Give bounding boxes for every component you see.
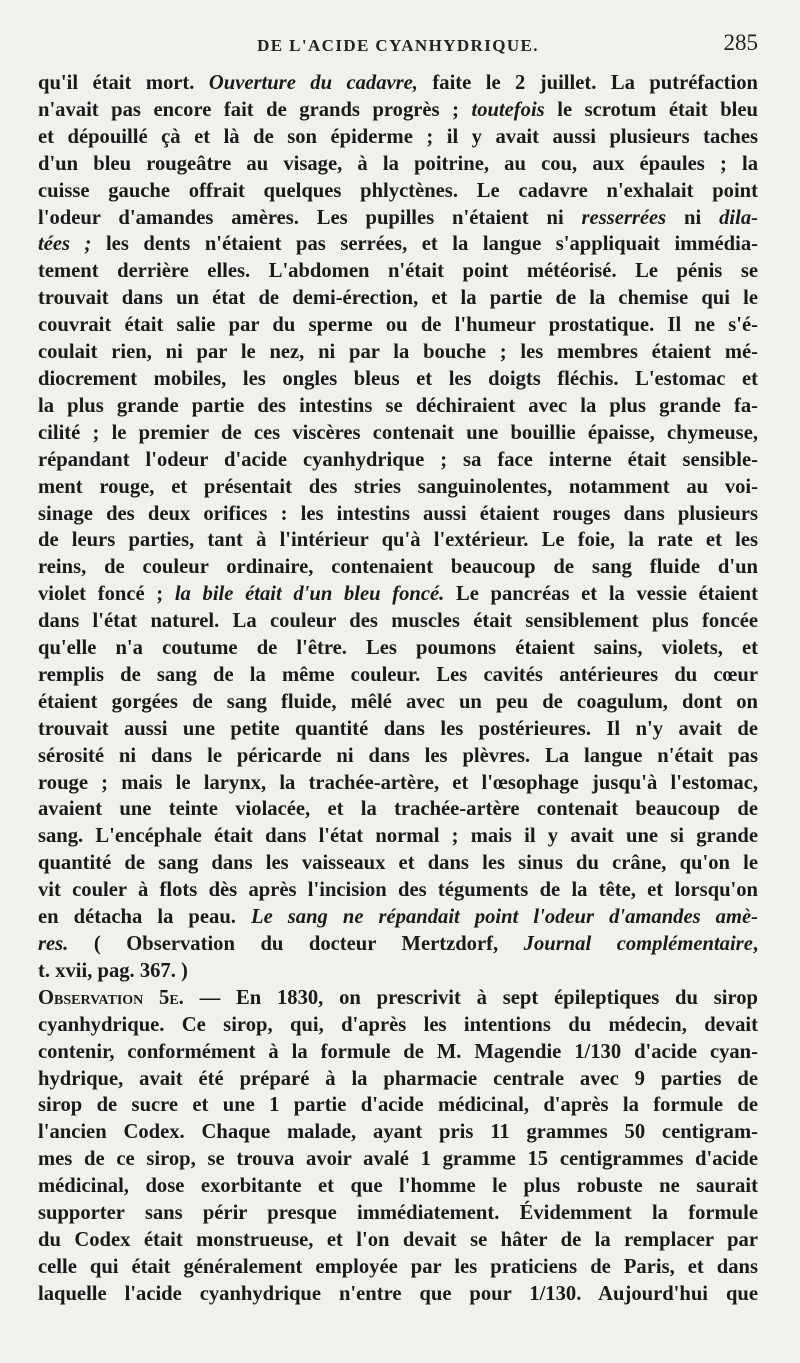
italic-run: res.	[38, 933, 69, 955]
text-run: en détacha la peau.	[38, 906, 251, 929]
text-run: l'ancien Codex. Chaque malade, ayant pris 11 grammes 50 centigram-	[38, 1121, 758, 1144]
text-line	[38, 420, 758, 447]
text-run: avaient une teinte violacée, et la trachée-artère contenait beaucoup de	[38, 798, 758, 821]
text-run: trouvait aussi une petite quantité dans les postérieures. Il n'y avait de	[38, 717, 758, 740]
text-run: d'un bleu rougeâtre au visage, à la poitrine, au cou, aux épaules ; la	[38, 152, 758, 175]
text-line	[38, 743, 758, 770]
italic-run: la bile était d'un bleu foncé.	[174, 583, 445, 606]
text-run: supporter sans périr presque immédiatement. Évidemment la formule	[38, 1202, 758, 1225]
italic-run: tées ;	[38, 233, 92, 256]
text-line	[38, 1200, 758, 1227]
text-line	[38, 850, 758, 877]
text-run: étaient gorgées de sang fluide, mêlé avec un peu de coagulum, dont on	[38, 690, 758, 713]
text-run: trouvait dans un état de demi-érection, et la partie de la chemise qui le	[38, 287, 758, 310]
text-run: n'avait pas encore fait de grands progrès ;	[38, 98, 472, 121]
italic-run: resserrées	[581, 206, 667, 229]
text-line	[38, 205, 758, 232]
italic-run: dila-	[719, 206, 758, 229]
text-line	[38, 770, 758, 797]
text-run: le scrotum était bleu	[544, 98, 758, 121]
text-line	[38, 339, 758, 366]
text-run: laquelle l'acide cyanhydrique n'entre que pour 1/130. Aujourd'hui que	[38, 1282, 758, 1305]
text-run: ni	[666, 206, 720, 229]
text-line	[38, 635, 758, 662]
text-line	[38, 931, 758, 958]
text-line	[38, 97, 758, 124]
text-line	[38, 716, 758, 743]
text-run: répandant l'odeur d'acide cyanhydrique ; sa face interne était sensible-	[38, 448, 758, 471]
italic-run: toutefois	[471, 98, 545, 121]
text-run: faite le 2 juillet. La putréfaction	[417, 72, 758, 94]
text-run: violet foncé ;	[38, 583, 175, 606]
text-line	[38, 527, 758, 554]
text-run: Le pancréas et la vessie étaient	[444, 583, 758, 606]
text-line	[38, 689, 758, 716]
text-line	[38, 258, 758, 285]
text-run: et dépouillé çà et là de son épiderme ; il y avait aussi plusieurs taches	[38, 125, 758, 148]
text-run: cyanhydrique. Ce sirop, qui, d'après les intentions du médecin, devait	[38, 1013, 758, 1036]
text-run: sinage des deux orifices : les intestins aussi étaient rouges dans plusieurs	[38, 502, 758, 525]
text-run: sirop de sucre et une 1 partie d'acide médicinal, d'après la formule de	[38, 1094, 758, 1117]
text-line	[38, 231, 758, 258]
text-line	[38, 366, 758, 393]
text-line	[38, 581, 758, 608]
text-line	[38, 1119, 758, 1146]
text-run: les dents n'étaient pas serrées, et la langue s'appliquait immédia-	[91, 233, 758, 256]
observation-heading: Observation 5e.	[38, 986, 184, 1009]
text-line	[38, 1146, 758, 1173]
italic-run: Journal complémentaire	[523, 933, 753, 955]
text-line	[38, 958, 758, 985]
text-line	[38, 823, 758, 850]
text-line	[38, 70, 758, 97]
text-run: dans l'état naturel. La couleur des muscles était sensiblement plus foncée	[38, 610, 758, 633]
text-line	[38, 393, 758, 420]
text-run: médicinal, dose exorbitante et que l'homme le plus robuste ne saurait	[38, 1175, 758, 1198]
text-run: qu'il était mort.	[38, 72, 209, 94]
text-run: cilité ; le premier de ces viscères contenait une bouillie épaisse, chymeuse,	[38, 421, 758, 444]
text-line	[38, 985, 758, 1012]
text-line	[38, 1227, 758, 1254]
text-run: reins, de couleur ordinaire, contenaient beaucoup de sang fluide d'un	[38, 556, 758, 579]
text-run: rouge ; mais le larynx, la trachée-artère, et l'œsophage jusqu'à l'estomac,	[38, 771, 758, 794]
italic-run: Le sang ne répandait point l'odeur d'amandes amè-	[250, 906, 758, 929]
text-line	[38, 1066, 758, 1093]
running-title: DE L'ACIDE CYANHYDRIQUE.	[257, 36, 539, 55]
body-text	[38, 70, 758, 1308]
text-run: sérosité ni dans le péricarde ni dans les plèvres. La langue n'était pas	[38, 744, 758, 767]
text-run: ment rouge, et présentait des stries sanguinolentes, notamment au voi-	[38, 475, 758, 498]
text-line	[38, 554, 758, 581]
text-line	[38, 312, 758, 339]
text-run: couvrait était salie par du sperme ou de l'humeur prostatique. Il ne s'é-	[38, 314, 758, 337]
text-run: contenir, conformément à la formule de M. Magendie 1/130 d'acide cyan-	[38, 1040, 758, 1063]
text-run: de leurs parties, tant à l'intérieur qu'à l'extérieur. Le foie, la rate et les	[38, 529, 758, 552]
text-run: vit couler à flots dès après l'incision des téguments de la tête, et lorsqu'on	[38, 879, 758, 902]
text-run: hydrique, avait été préparé à la pharmacie centrale avec 9 parties de	[38, 1067, 758, 1090]
text-run: diocrement mobiles, les ongles bleus et les doigts fléchis. L'estomac et	[38, 367, 758, 390]
text-line	[38, 474, 758, 501]
text-line	[38, 1092, 758, 1119]
text-line	[38, 178, 758, 205]
text-run: du Codex était monstrueuse, et l'on devait se hâter de la remplacer par	[38, 1228, 758, 1251]
text-line	[38, 1012, 758, 1039]
text-line	[38, 1039, 758, 1066]
text-run: sang. L'encéphale était dans l'état normal ; mais il y avait une si grande	[38, 825, 758, 848]
text-run: ,	[752, 933, 758, 955]
text-line	[38, 662, 758, 689]
italic-run: Ouverture du cadavre,	[208, 72, 418, 94]
text-line	[38, 1281, 758, 1308]
text-run: coulait rien, ni par le nez, ni par la bouche ; les membres étaient mé-	[38, 341, 758, 364]
text-line	[38, 1173, 758, 1200]
text-run: cuisse gauche offrait quelques phlyctènes. Le cadavre n'exhalait point	[38, 179, 758, 202]
text-run: mes de ce sirop, se trouva avoir avalé 1 gramme 15 centigrammes d'acide	[38, 1148, 758, 1171]
text-run: l'odeur d'amandes amères. Les pupilles n'étaient ni	[38, 206, 582, 229]
text-line	[38, 447, 758, 474]
text-run: la plus grande partie des intestins se déchiraient avec la plus grande fa-	[38, 394, 758, 417]
text-line	[38, 151, 758, 178]
text-run: quantité de sang dans les vaisseaux et dans les sinus du crâne, qu'on le	[38, 852, 758, 875]
text-run: ( Observation du docteur Mertzdorf,	[68, 933, 524, 955]
text-run: celle qui était généralement employée par les praticiens de Paris, et dans	[38, 1255, 758, 1278]
text-run: remplis de sang de la même couleur. Les cavités antérieures du cœur	[38, 663, 758, 686]
text-run: — En 1830, on prescrivit à sept épileptiques du sirop	[183, 986, 758, 1009]
text-run: t. xvii, pag. 367. )	[38, 959, 188, 982]
text-line	[38, 877, 758, 904]
text-line	[38, 796, 758, 823]
text-line	[38, 904, 758, 931]
text-line	[38, 501, 758, 528]
text-line	[38, 1254, 758, 1281]
page-header	[38, 26, 758, 70]
text-line	[38, 285, 758, 312]
text-line	[38, 608, 758, 635]
text-line	[38, 124, 758, 151]
text-run: qu'elle n'a coutume de l'être. Les poumons étaient sains, violets, et	[38, 637, 758, 660]
text-run: tement derrière elles. L'abdomen n'était point météorisé. Le pénis se	[38, 260, 758, 283]
page-number: 285	[723, 30, 758, 55]
